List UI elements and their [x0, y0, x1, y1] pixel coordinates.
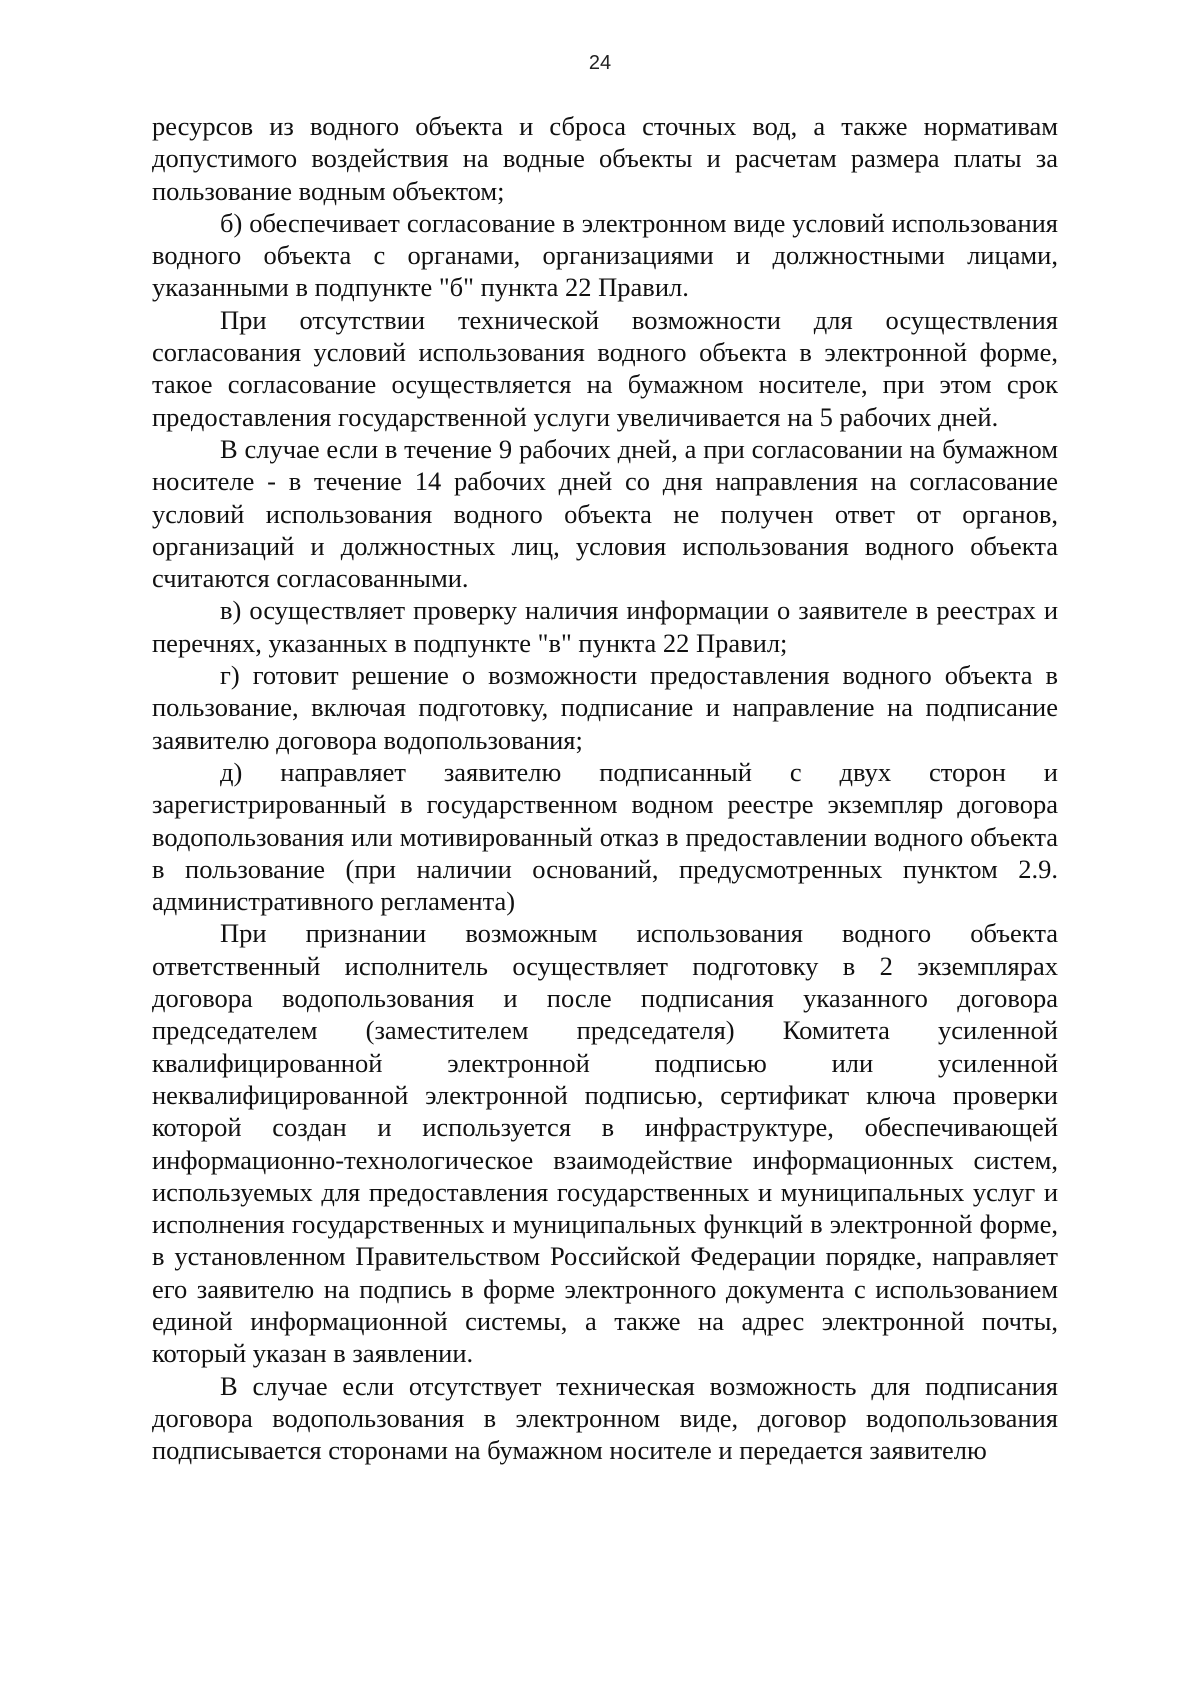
- document-body: [152, 110, 1058, 1466]
- paragraph-item-b: б) обеспечивает согласование в электронном виде условий использования водного объекта с органами, организациями и должностными лицами, указанными в подпункте "б" пункта 22 Правил.: [152, 207, 1058, 303]
- page-number: 24: [588, 52, 612, 74]
- paragraph-paper-approval: При отсутствии технической возможности для осуществления согласования условий использования водного объекта в электронной форме, такое согласование осуществляется на бумажном носителе, при этом срок предоставления государственной услуги увеличивается на 5 рабочих дней.: [152, 304, 1058, 432]
- paragraph-continuation: ресурсов из водного объекта и сброса сточных вод, а также нормативам допустимого воздействия на водные объекты и расчетам размера платы за пользование водным объектом;: [152, 111, 1058, 206]
- paragraph-contract-preparation: При признании возможным использования водного объекта ответственный исполнитель осуществляет подготовку в 2 экземплярах договора водопользования и после подписания указанного договора председателем (заместителем председателя) Комитета усиленной квалифицированной электронной подписью или усиленной неквалифицированной электронной подписью, сертификат ключа проверки которой создан и используется в инфраструктуре, обеспечивающей информационно-технологическое взаимодействие информационных систем, используемых для предоставления государственных и муниципальных услуг и исполнения государственных и муниципальных функций в электронной форме, в установленном Правительством Российской Федерации порядке, направляет его заявителю на подпись в форме электронного документа с использованием единой информационной системы, а также на адрес электронной почты, который указан в заявлении.: [152, 918, 1058, 1369]
- paragraph-paper-signing: В случае если отсутствует техническая возможность для подписания договора водопользования в электронном виде, договор водопользования подписывается сторонами на бумажном носителе и передается заявителю: [152, 1370, 1058, 1466]
- paragraph-deemed-approved: В случае если в течение 9 рабочих дней, а при согласовании на бумажном носителе - в течение 14 рабочих дней со дня направления на согласование условий использования водного объекта не получен ответ от органов, организаций и должностных лиц, условия использования водного объекта считаются согласованными.: [152, 433, 1058, 594]
- paragraph-item-g: г) готовит решение о возможности предоставления водного объекта в пользование, включая подготовку, подписание и направление на подписание заявителю договора водопользования;: [152, 660, 1058, 755]
- paragraph-item-v: в) осуществляет проверку наличия информации о заявителе в реестрах и перечнях, указанных в подпункте "в" пункта 22 Правил;: [152, 595, 1058, 658]
- paragraph-item-d: д) направляет заявителю подписанный с двух сторон и зарегистрированный в государственном водном реестре экземпляр договора водопользования или мотивированный отказ в предоставлении водного объекта в пользование (при наличии оснований, предусмотренных пунктом 2.9. административного регламента): [152, 756, 1058, 917]
